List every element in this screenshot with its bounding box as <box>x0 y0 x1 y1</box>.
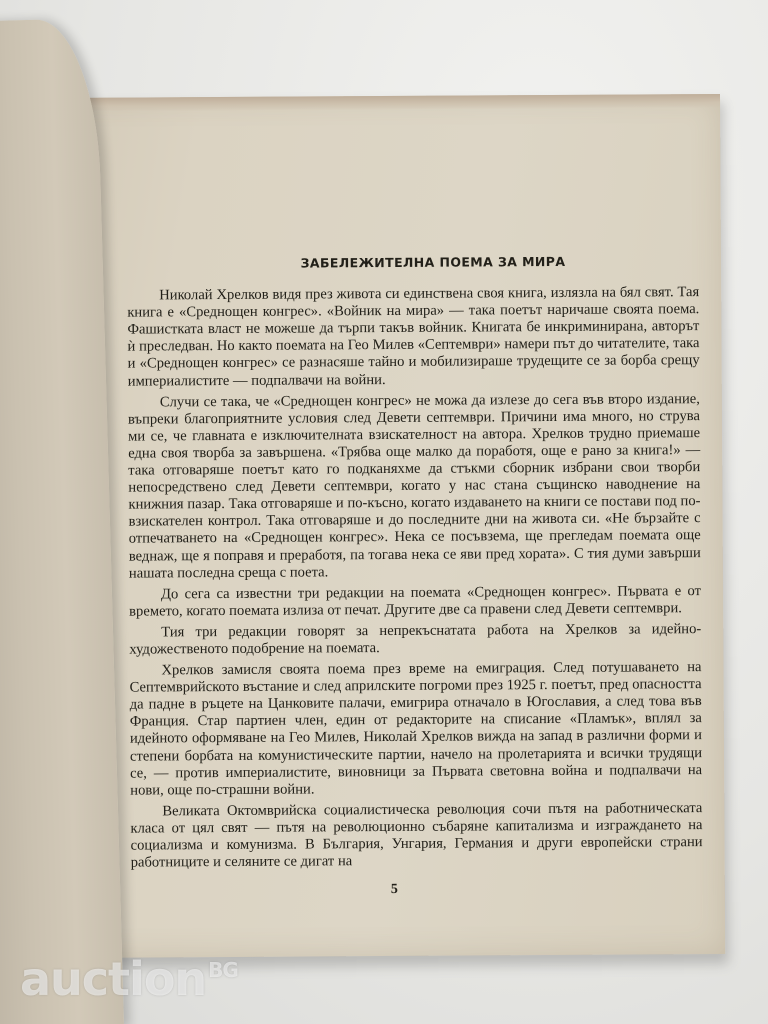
paragraph: Случи се така, че «Среднощен конгрес» не можа да излезе до сега във второ издание, въпреки благоприятните условия след Девети септември. Причини има много, но струва ми се, че главната е изключителната взискателност на автора. Хрелков трудно приемаше една своя творба за завършена. «Трябва още малко да поработя, още е рано за книга!» — така отговаряше поетът като го подканяхме да стъкми сборник избрани свои творби непосредствено след Девети септември, когато у нас стана същинско наводнение на книжния пазар. Така отговаряше и по-късно, когато издаването на книги се постави под по-взискателен контрол. Така отговаряше и до последните дни на живота си. «Не бързайте с отпечатването на «Среднощен конгрес». Нека се посъвзема, ще прегледам поемата още веднаж, ще я поправя и преработя, па тогава нека се яви пред хората». С тия думи завърши нашата последна среща с поета. <box>127 390 701 582</box>
paragraph: Тия три редакции говорят за непрекъснатата работа на Хрелков за идейно-художественото подобрение на поемата. <box>129 620 702 658</box>
paragraph: Николай Хрелков видя през живота си единствена своя книга, излязла на бял свят. Тая книга е «Среднощен конгрес». «Войник на мира» — така поетът наричаше своята поема. Фашистката власт не можеше да търпи такъв войник. Книгата бе инкриминирана, авторът ѝ преследван. Но както поемата на Гео Милев «Септември» намери път до читателите, така и «Среднощен конгрес» се разнасяше тайно и мобилизираше трудещите се за борба срещу империалистите — подпалвачи на войни. <box>127 284 700 390</box>
paragraph: Хрелков замисля своята поема през време на емиграция. След потушаването на Септемврийското въстание и след априлските погроми през 1925 г. поетът, пред опасността да падне в ръцете на Цанковите палачи, емигрира отначало в Югославия, а след това във Франция. Стар партиен член, един от редакторите на списание «Пламък», вплял за идейното оформяване на Гео Милев, Николай Хрелков вижда на запад в различни форми и степени борбата на комунистическите партии, начело на пролетарията и всички трудящи се, — против империалистите, виновници за Първата световна война и подпалвачи на нови, още по-страшни войни. <box>129 659 703 799</box>
page-top-edge <box>58 94 720 112</box>
book-page <box>58 94 725 958</box>
paragraph: Великата Октомврийска социалистическа революция сочи пътя на работническата класа от цял свят — пътя на революционно събаряне капитализма и изграждането на социализма и комунизма. В България, Унгария, Германия и други европейски страни работниците и селяните се дигат на <box>130 799 703 871</box>
page-text <box>127 252 703 874</box>
page-title: ЗАБЕЛЕЖИТЕЛНА ПОЕМА ЗА МИРА <box>300 253 566 271</box>
page-number: 5 <box>390 881 398 897</box>
watermark-text: auction <box>20 952 207 1006</box>
watermark-suffix: BG <box>208 958 238 982</box>
paragraph: До сега са известни три редакции на поемата «Среднощен конгрес». Първата е от времето, когато поемата излиза от печат. Другите две са правени след Девети септември. <box>129 582 702 620</box>
watermark-logo <box>20 952 380 1012</box>
